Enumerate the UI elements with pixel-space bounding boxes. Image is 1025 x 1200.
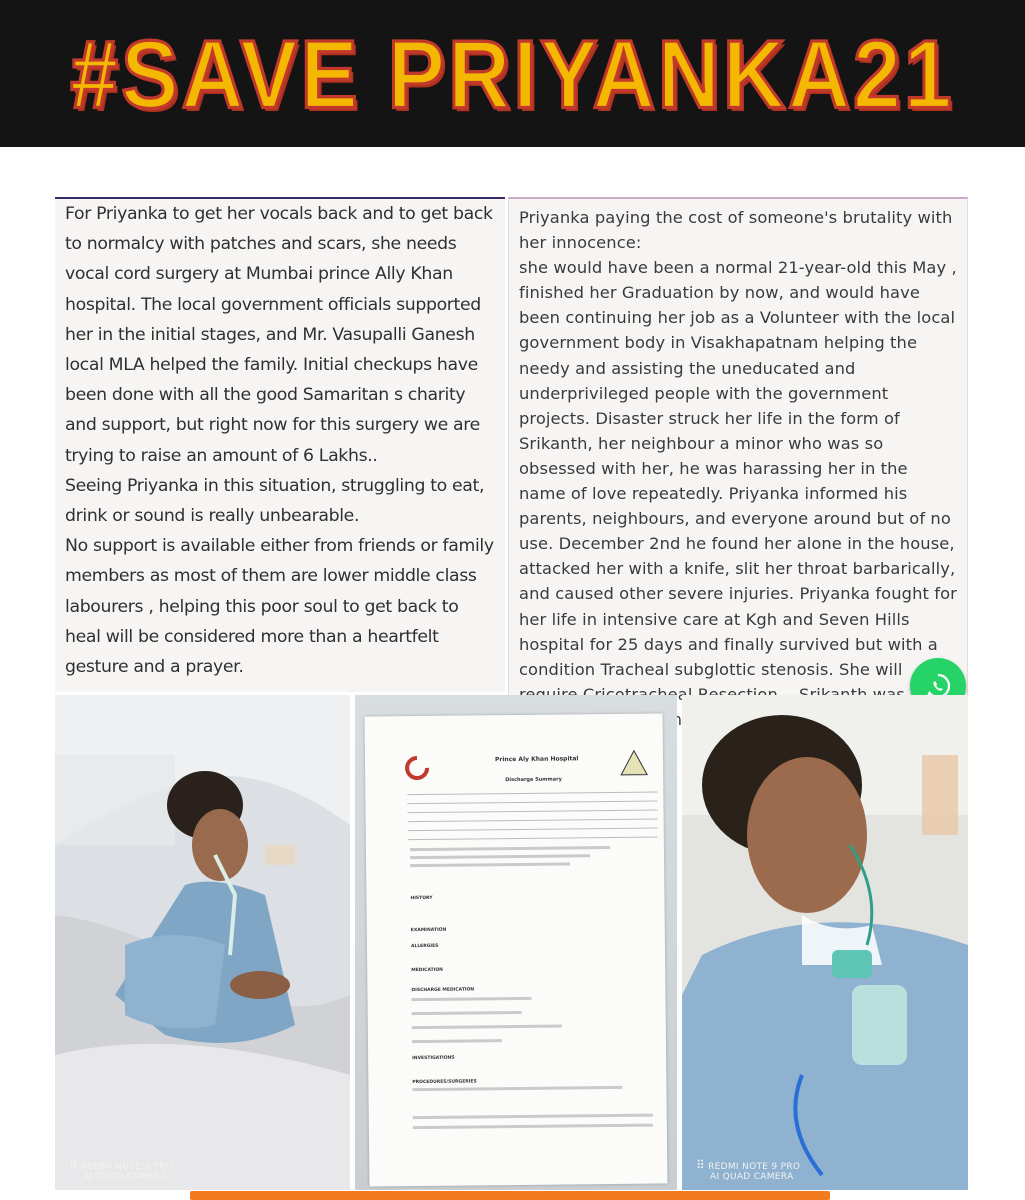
watermark-line: AI QUAD CAMERA [710,1172,794,1182]
document-text-line [412,1039,502,1043]
document-section: HISTORY [410,895,433,902]
paragraph: For Priyanka to get her vocals back and to get back to normalcy with patches and scars, she needs vocal cord surgery at Mumbai prince Ally Khan hospital. The local government officials supported her in the initial stages, and Mr. Vasupalli Ganesh local MLA helped the family. Initial checkups have been done with all the good Samaritan s charity and support, but right now for this surgery we are trying to raise an amount of 6 Lakhs.. [65,204,493,466]
document-text-line [412,1025,562,1030]
document-text-line [410,846,610,851]
discharge-summary-sheet [365,713,668,1186]
watermark-line: REDMI NOTE 9 PRO [708,1162,801,1172]
story-panel-left [55,197,505,692]
paragraph: Seeing Priyanka in this situation, struggling to eat, drink or sound is really unbearable. [65,475,485,527]
document-text-line [413,1124,653,1130]
paragraph: she would have been a normal 21-year-old this May , finished her Graduation by now, and would have been continuing her job as a Volunteer with the local government body in Visakhapatnam helping the needy and assisting the uneducated and underprivileged people with the government projects. Disaster struck her life in the form of Srikanth, her neighbour a minor who was so obsessed with her, he was harassing her in the name of love repeatedly. Priyanka informed his parents, neighbours, and everyone around but of no use. December 2nd he found her alone in the house, attacked her with a knife, slit her throat barbarically, and caused other severe injuries. Priyanka fought for her life in intensive care at Kgh and Seven Hills hospital for 25 days and finally survived but with a condition Tracheal subglottic stenosis. She will [519,258,957,679]
hospital-logo-icon [405,756,429,780]
patient-photo-left [55,695,350,1190]
watermark-line: REDMI NOTE 9 PRO [81,1162,174,1172]
document-section: INVESTIGATIONS [412,1055,455,1062]
document-section: ALLERGIES [410,943,439,950]
banner-title: #SAVE PRIYANKA21 [70,21,955,129]
watermark-line: AI QUAD CAMERA [83,1172,167,1182]
panel-heading: Priyanka paying the cost of someone's brutality with her innocence: [519,208,953,253]
patient-illustration-left [55,695,350,1190]
document-text-line [412,1011,522,1015]
banner [0,0,1025,147]
document-section: PROCEDURES/SURGERIES [412,1079,477,1086]
document-text-line [413,1114,653,1120]
document-text-line [411,997,531,1001]
document-hospital-name: Prince Aly Khan Hospital [494,755,579,764]
document-section: EXAMINATION [410,927,447,934]
document-text-line [412,1086,622,1091]
patient-photo-right [682,695,968,1190]
document-section: MEDICATION [411,967,443,974]
camera-watermark [696,1160,800,1182]
paragraph: No support is available either from friends or family members as most of them are lower middle class labourers , helping this poor soul to get back to heal will be considered more than a heartfelt gesture and a prayer. [65,536,494,678]
document-summary-title: Discharge Summary [505,776,562,784]
document-text-line [410,862,570,867]
document-text-line [410,854,590,859]
discharge-document-photo [355,695,677,1190]
document-patient-fields [407,784,658,841]
footer-cutoff-text [190,1191,830,1200]
patient-illustration-right [682,695,968,1190]
camera-dots-icon: ⠿ [69,1158,79,1172]
story-panel-right[interactable] [508,197,968,697]
camera-watermark [69,1160,173,1182]
document-section: DISCHARGE MEDICATION [411,987,475,994]
accreditation-badge-icon [620,750,648,776]
camera-dots-icon: ⠿ [696,1158,706,1172]
